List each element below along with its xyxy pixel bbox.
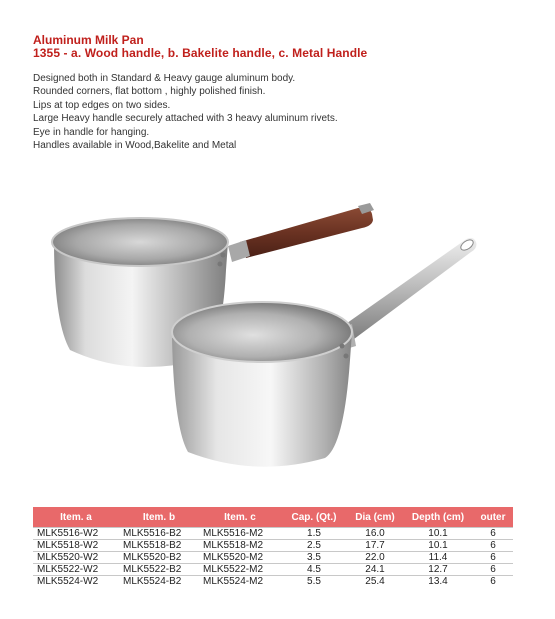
milk-pan-photo — [40, 200, 510, 500]
table-cell: MLK5518-M2 — [199, 540, 281, 552]
table-cell: 6 — [473, 540, 513, 552]
description-line: Large Heavy handle securely attached with 3 heavy aluminum rivets. — [33, 113, 338, 125]
description-line: Lips at top edges on two sides. — [33, 99, 171, 111]
table-cell: 6 — [473, 576, 513, 588]
table-cell: 22.0 — [347, 552, 403, 564]
column-header: Item. c — [199, 507, 281, 528]
table-cell: 10.1 — [403, 528, 473, 540]
description-line: Rounded corners, flat bottom , highly polished finish. — [33, 86, 266, 98]
table-cell: MLK5524-W2 — [33, 576, 119, 588]
table-header-row — [33, 507, 513, 528]
table-cell: 17.7 — [347, 540, 403, 552]
table-cell: MLK5520-M2 — [199, 552, 281, 564]
table-row — [33, 552, 513, 564]
spec-table — [33, 507, 513, 587]
description-line: Designed both in Standard & Heavy gauge aluminum body. — [33, 73, 296, 84]
column-header: Item. b — [119, 507, 199, 528]
table-cell: 1.5 — [281, 528, 347, 540]
table-cell: MLK5524-M2 — [199, 576, 281, 588]
table-cell: 10.1 — [403, 540, 473, 552]
table-cell: MLK5518-B2 — [119, 540, 199, 552]
table-cell: 12.7 — [403, 564, 473, 576]
table-cell: MLK5516-B2 — [119, 528, 199, 540]
table-cell: 24.1 — [347, 564, 403, 576]
description-line: Handles available in Wood,Bakelite and Metal — [33, 140, 237, 152]
table-cell: MLK5518-W2 — [33, 540, 119, 552]
page-title: Aluminum Milk Pan — [33, 33, 144, 47]
table-cell: 4.5 — [281, 564, 347, 576]
table-cell: MLK5522-M2 — [199, 564, 281, 576]
column-header: Item. a — [33, 507, 119, 528]
table-cell: MLK5516-M2 — [199, 528, 281, 540]
column-header: Depth (cm) — [403, 507, 473, 528]
table-cell: 6 — [473, 564, 513, 576]
column-header: Cap. (Qt.) — [281, 507, 347, 528]
table-cell: MLK5524-B2 — [119, 576, 199, 588]
column-header: Dia (cm) — [347, 507, 403, 528]
column-header: outer — [473, 507, 513, 528]
table-cell: 2.5 — [281, 540, 347, 552]
table-cell: 13.4 — [403, 576, 473, 588]
page-subtitle: 1355 - a. Wood handle, b. Bakelite handle, c. Metal Handle — [33, 46, 368, 60]
table-row — [33, 576, 513, 588]
table-cell: MLK5522-B2 — [119, 564, 199, 576]
table-cell: 3.5 — [281, 552, 347, 564]
table-cell: 25.4 — [347, 576, 403, 588]
table-cell: MLK5516-W2 — [33, 528, 119, 540]
table-row — [33, 564, 513, 576]
table-cell: 6 — [473, 528, 513, 540]
table-cell: 16.0 — [347, 528, 403, 540]
table-cell: 5.5 — [281, 576, 347, 588]
table-cell: MLK5520-W2 — [33, 552, 119, 564]
table-cell: 11.4 — [403, 552, 473, 564]
table-cell: 6 — [473, 552, 513, 564]
table-row — [33, 540, 513, 552]
table-cell: MLK5522-W2 — [33, 564, 119, 576]
description-line: Eye in handle for hanging. — [33, 126, 150, 138]
table-cell: MLK5520-B2 — [119, 552, 199, 564]
description — [33, 72, 338, 152]
table-row — [33, 528, 513, 540]
